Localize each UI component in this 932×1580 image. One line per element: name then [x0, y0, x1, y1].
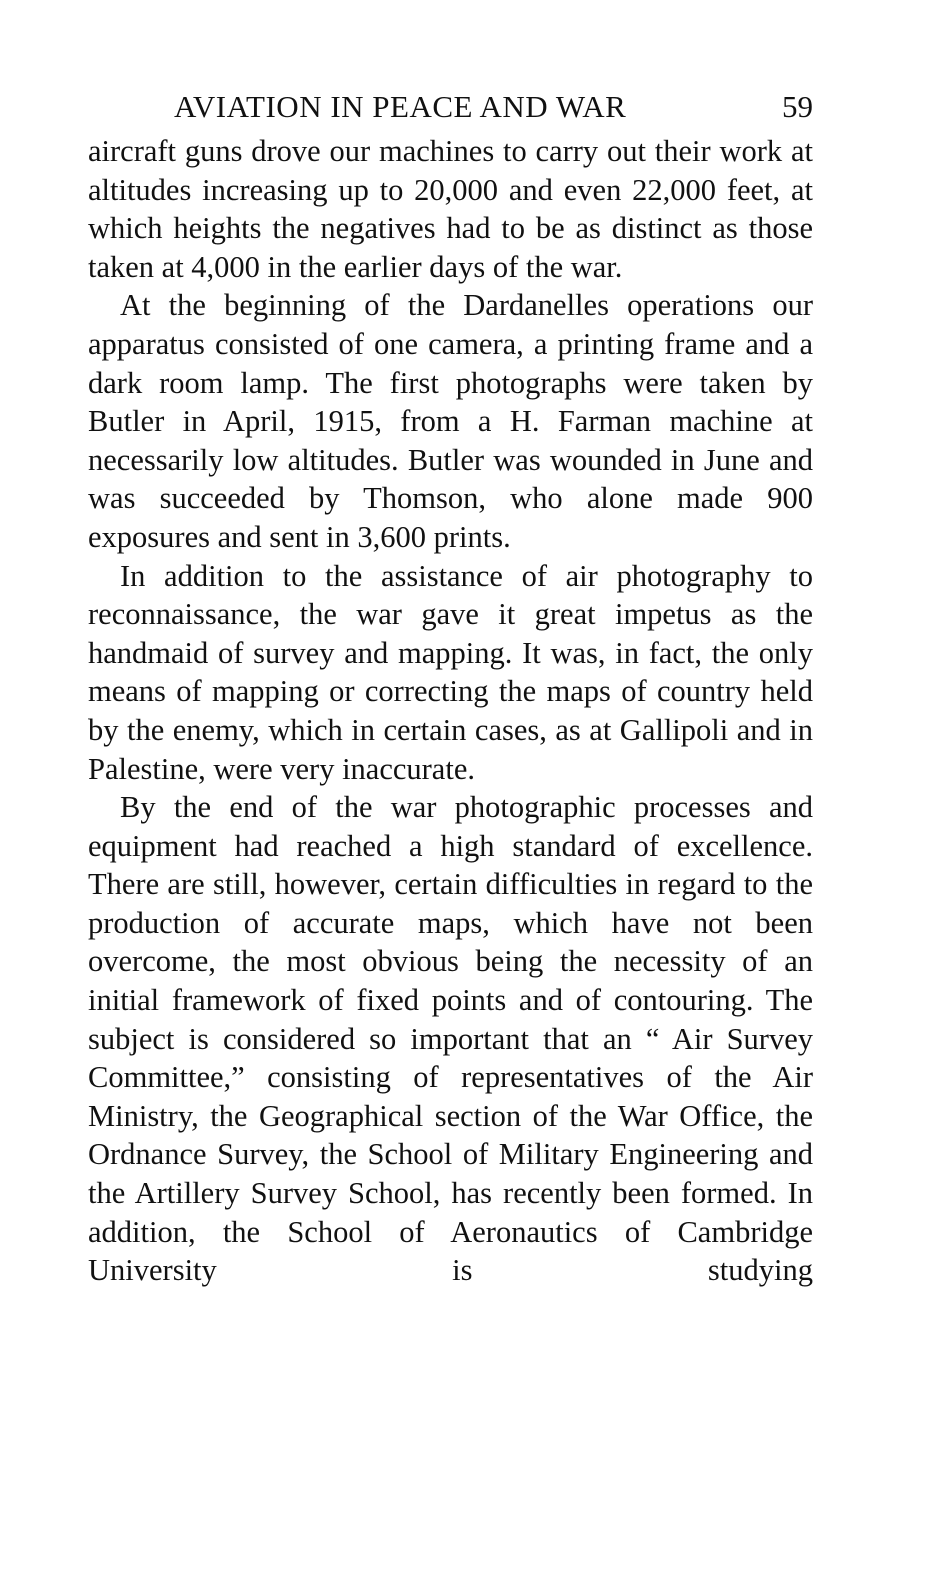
paragraph-survey-mapping: In addition to the assistance of air photography to reconnaissance, the war gave it great impetus as the handmaid of survey and mapping. It was, in fact, the only means of mapping or correcting the maps of country held by the enemy, which in certain cases, as at Gallipoli and in Palestine, were very inaccurate. — [88, 558, 813, 786]
paragraph-continued: aircraft guns drove our machines to carry out their work at altitudes increasing up to 20,000 and even 22,000 feet, at which heights the negatives had to be as distinct as those taken at 4,000 in the earlier days of the war. — [88, 134, 813, 284]
paragraph-air-survey-committee: By the end of the war photographic processes and equipment had reached a high standard of excellence. There are still, however, certain difficulties in regard to the production of accurate maps, which have not been overcome, the most obvious being the necessity of an initial framework of fixed points and of contouring. The subject is considered so important that an “ Air Survey Committee,” consisting of representatives of the Air Ministry, the Geographical section of the War Office, the Ordnance Survey, the School of Military Engineering and the Artillery Survey School, has recently been formed. In addition, the School of Aeronautics of Cambridge University is studying — [88, 790, 813, 1288]
running-title: AVIATION IN PEACE AND WAR — [174, 89, 627, 124]
book-page — [88, 82, 813, 1290]
paragraph-dardanelles: At the beginning of the Dardanelles operations our apparatus consisted of one camera, a printing frame and a dark room lamp. The first photographs were taken by Butler in April, 1915, from a H. Farman machine at necessarily low altitudes. Butler was wounded in June and was succeeded by Thomson, who alone made 900 exposures and sent in 3,600 prints. — [88, 288, 813, 554]
page-number: 59 — [782, 89, 813, 124]
body-text — [88, 132, 813, 1290]
running-head — [88, 82, 813, 132]
